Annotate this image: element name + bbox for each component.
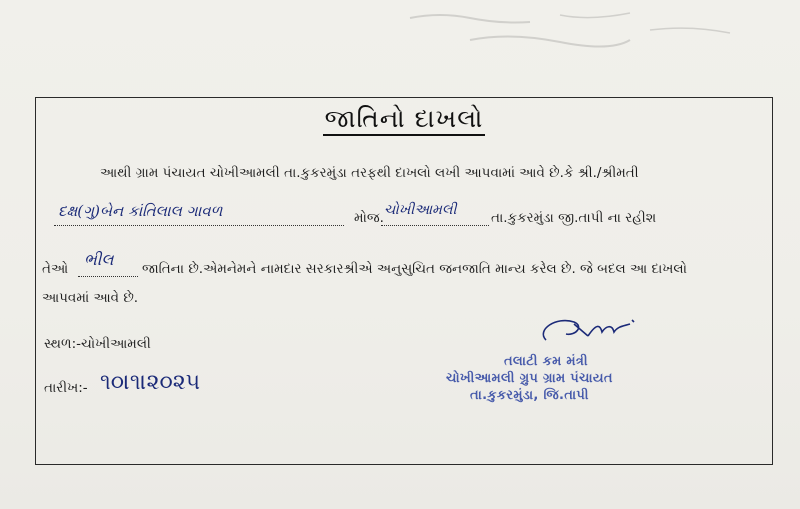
line3-text: જાતિના છે.એમનેમને નામદાર સરકારશ્રીએ અનુસુચિત જનજાતિ માન્ય કરેલ છે. જે બદલ આ દાખલો <box>142 261 687 277</box>
village-value: ચોખીઆમલી <box>384 202 457 218</box>
certificate-title: જાતિનો દાખલો <box>36 104 772 134</box>
taluka-text: તા.કુકરમુંડા જી.તાપી ના રહીશ <box>491 210 657 226</box>
signature <box>526 310 646 350</box>
stamp-line-3: તા.કુકરમુંડા, જિ.તાપી <box>470 388 589 403</box>
line3-prefix: તેઓ <box>42 261 69 277</box>
place-line: સ્થળ:-ચોખીઆમલી <box>44 336 151 352</box>
certificate-frame <box>35 97 773 465</box>
stamp-line-1: તલાટી કમ મંત્રી <box>504 354 588 369</box>
village-label: મોજ. <box>354 210 384 226</box>
caste-value: ભીલ <box>84 250 114 269</box>
name-blank <box>54 225 344 226</box>
caste-blank <box>78 276 138 277</box>
bleed-through-marks <box>0 0 800 95</box>
date-label: તારીખ:- <box>44 380 88 396</box>
date-value: ૧૦।૧।૨૦૨૫ <box>100 370 201 395</box>
intro-line: આથી ગ્રામ પંચાયત ચોખીઆમલી તા.કુકરમુંડા તરફથી દાખલો લખી આપવામાં આવે છે.કે શ્રી./શ્રીમતી <box>100 165 639 181</box>
holder-name: દક્ષ(ગુ)બેન કાંતિલાલ ગાવળ <box>58 202 223 220</box>
stamp-line-2: ચોખીઆમલી ગ્રુપ ગ્રામ પંચાયત <box>446 371 613 386</box>
village-blank <box>381 225 489 226</box>
line4-text: આપવમાં આવે છે. <box>42 290 139 306</box>
